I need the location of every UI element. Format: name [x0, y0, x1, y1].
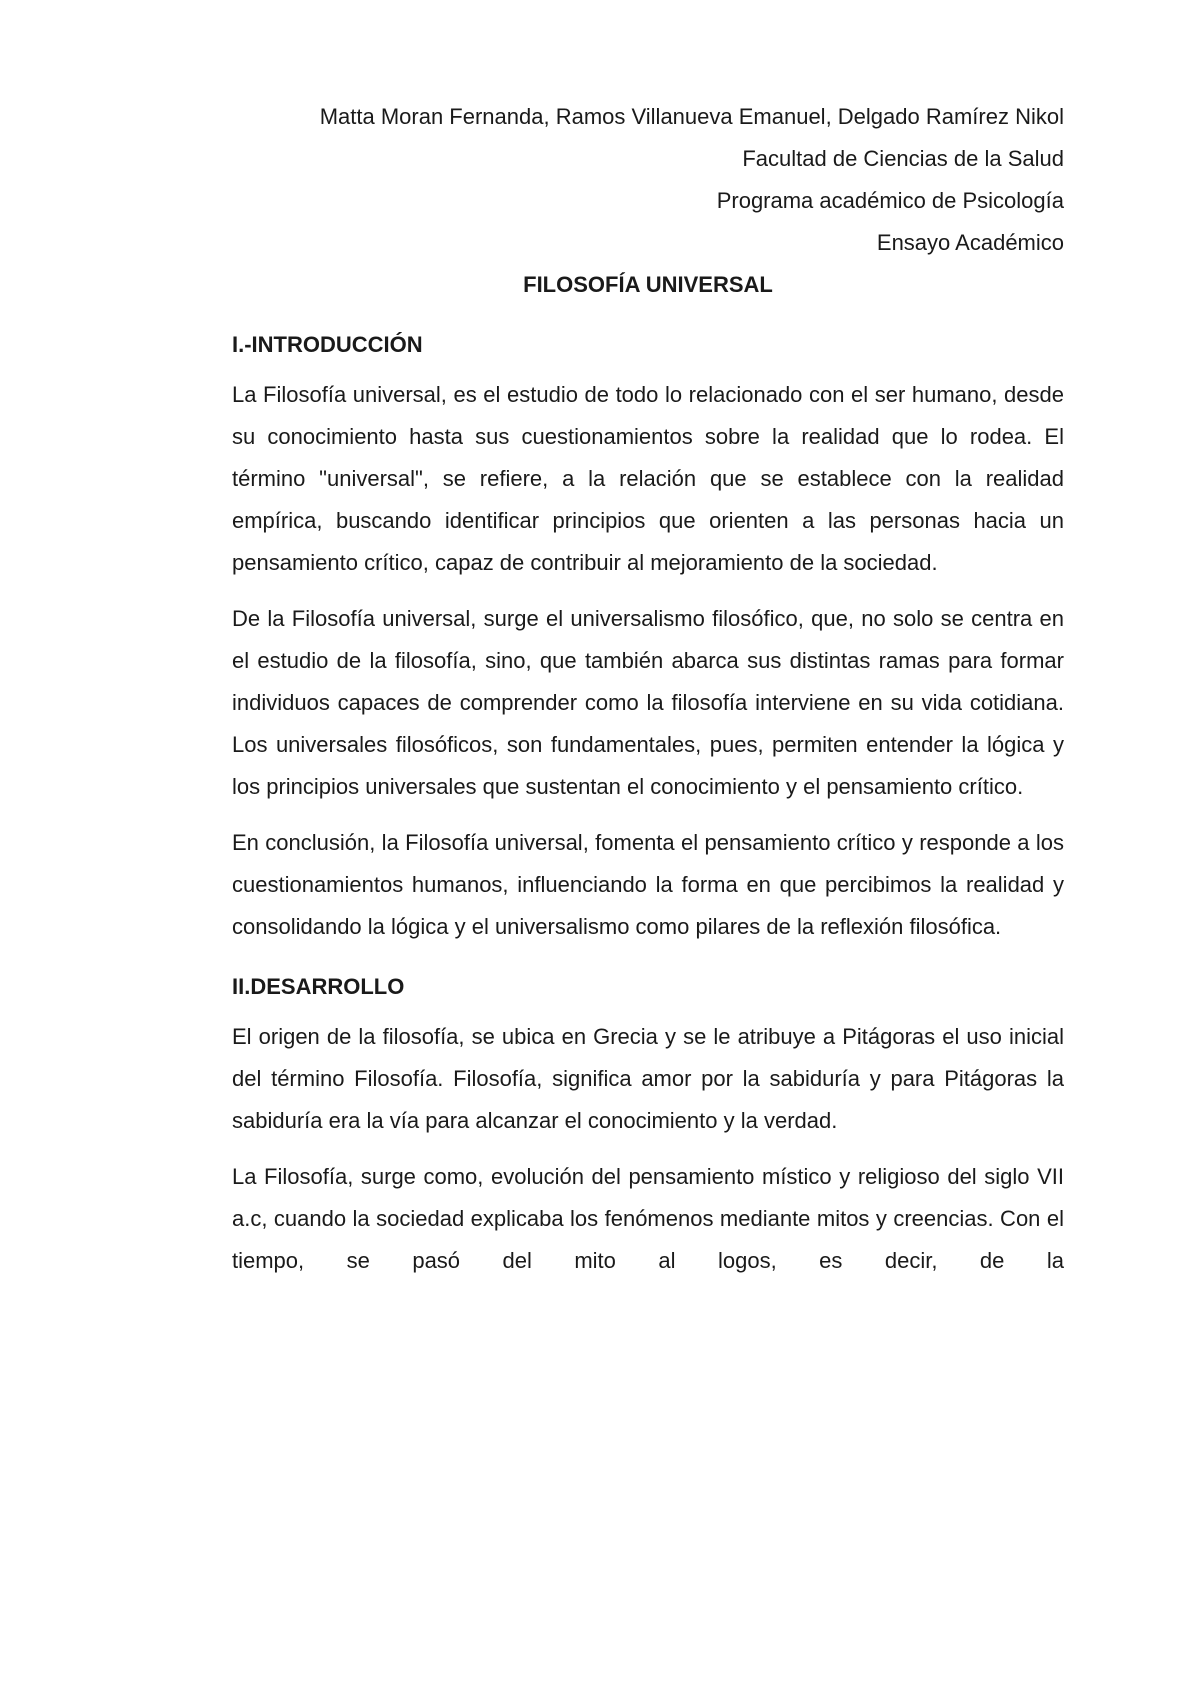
paragraph: De la Filosofía universal, surge el universalismo filosófico, que, no solo se centra en el estudio de la filosofía, sino, que también abarca sus distintas ramas para formar individuos capaces de comprender como la filosofía interviene en su vida cotidiana. Los universales filosóficos, son fundamentales, pues, permiten entender la lógica y los principios universales que sustentan el conocimiento y el pensamiento crítico. [232, 606, 1064, 799]
faculty-line: Facultad de Ciencias de la Salud [742, 146, 1064, 171]
program-line: Programa académico de Psicología [716, 188, 1064, 213]
paragraph: El origen de la filosofía, se ubica en Grecia y se le atribuye a Pitágoras el uso inicial del término Filosofía. Filosofía, significa amor por la sabiduría y para Pitágoras la sabiduría era la vía para alcanzar el conocimiento y la verdad. [232, 1024, 1064, 1133]
document-title: FILOSOFÍA UNIVERSAL [523, 272, 773, 297]
document-page [232, 96, 1064, 1296]
section-heading-introduccion: I.-INTRODUCCIÓN [232, 332, 423, 357]
paragraph: En conclusión, la Filosofía universal, fomenta el pensamiento crítico y responde a los cuestionamientos humanos, influenciando la forma en que percibimos la realidad y consolidando la lógica y el universalismo como pilares de la reflexión filosófica. [232, 830, 1064, 939]
document-type-line: Ensayo Académico [876, 230, 1064, 255]
section-heading-desarrollo: II.DESARROLLO [232, 974, 405, 999]
paragraph: La Filosofía, surge como, evolución del pensamiento místico y religioso del siglo VII a.c, cuando la sociedad explicaba los fenómenos mediante mitos y creencias. Con el tiempo, se pasó del mito al logos, es decir, de la [232, 1164, 1064, 1273]
paragraph: La Filosofía universal, es el estudio de todo lo relacionado con el ser humano, desde su conocimiento hasta sus cuestionamientos sobre la realidad que lo rodea. El término "universal", se refiere, a la relación que se establece con la realidad empírica, buscando identificar principios que orienten a las personas hacia un pensamiento crítico, capaz de contribuir al mejoramiento de la sociedad. [232, 382, 1064, 575]
authors-line: Matta Moran Fernanda, Ramos Villanueva Emanuel, Delgado Ramírez Nikol [319, 104, 1064, 129]
